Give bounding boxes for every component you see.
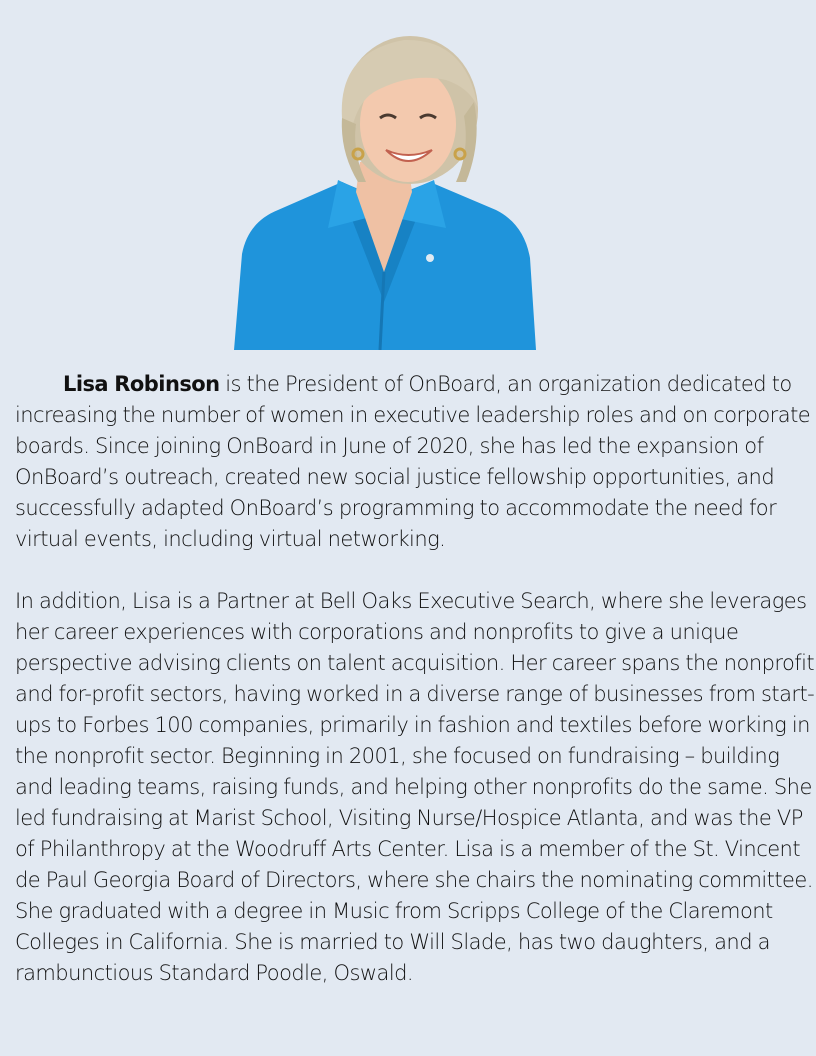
portrait-photo	[234, 32, 536, 350]
bio-paragraph-career: In addition, Lisa is a Partner at Bell Oaks Executive Search, where she leverages her career experiences with corporations and nonprofits to give a unique perspective advising clients on talent acquisition. Her career spans the nonprofit and for-profit sectors, having worked in a diverse range of businesses from start-ups to Forbes 100 companies, primarily in fashion and textiles before working in the nonprofit sector. Beginning in 2001, she focused on fundraising – building and leading teams, raising funds, and helping other nonprofits do the same. She led fundraising at Marist School, Visiting Nurse/Hospice Atlanta, and was the VP of Philanthropy at the Woodruff Arts Center. Lisa is a member of the St. Vincent de Paul Georgia Board of Directors, where she chairs the nominating committee. She graduated with a degree in Music from Scripps College of the Claremont Colleges in California. She is married to Will Slade, has two daughters, and a rambunctious Standard Poodle, Oswald.	[15, 589, 815, 985]
bio-text	[15, 369, 816, 989]
intro-text: is the President of OnBoard, an organization dedicated to increasing the number of women in executive leadership roles and on corporate boards. Since joining OnBoard in June of 2020, she has led the expansion of OnBoard’s outreach, created new social justice fellowship opportunities, and successfully adapted OnBoard’s programming to accommodate the need for virtual events, including virtual networking.	[15, 372, 811, 551]
person-name: Lisa Robinson	[63, 372, 220, 396]
bio-paragraph-intro	[15, 369, 816, 555]
